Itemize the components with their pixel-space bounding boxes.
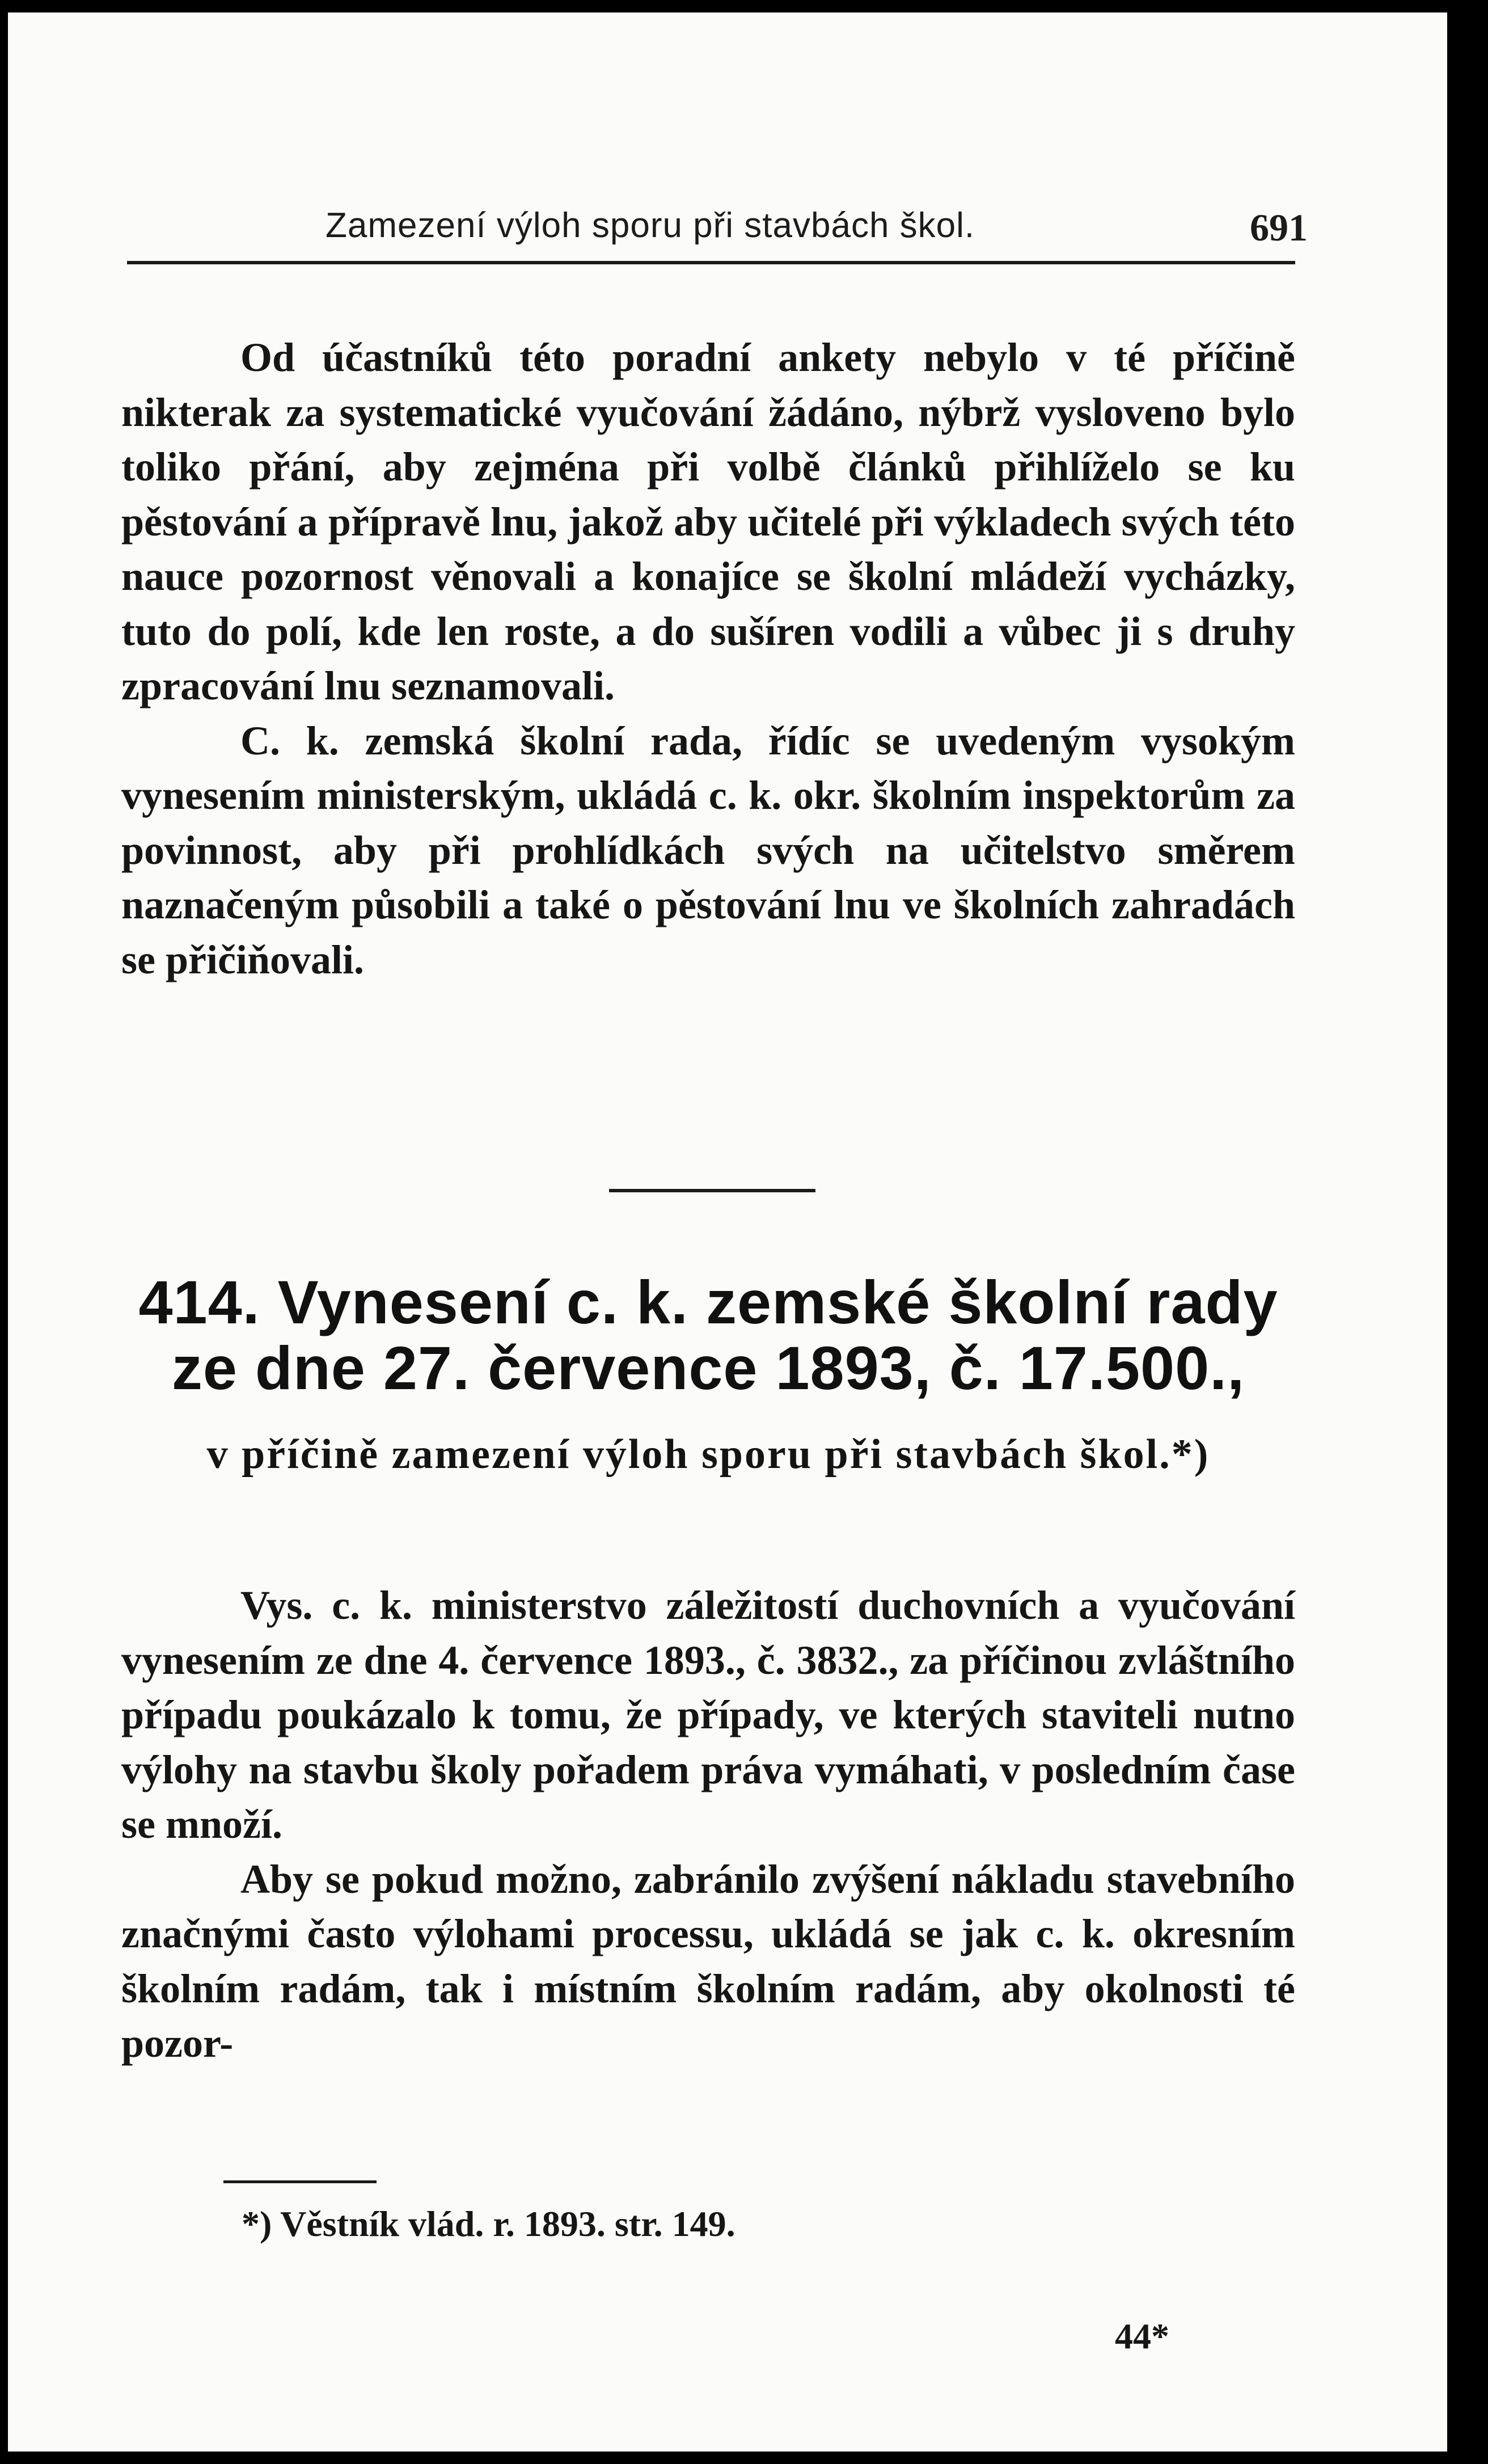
footnote-rule (223, 2180, 377, 2183)
running-header-title: Zamezení výloh sporu při stavbách škol. (325, 206, 975, 245)
section-separator-rule (609, 1189, 815, 1192)
intro-paragraph: C. k. zemská školní rada, řídíc se uvedeným vysokým vynesením ministerským, ukládá c. k. okr. školním inspektorům za povinnost, aby při prohlídkách svých na učitelstvo směrem naznačeným působili a také o pěstování lnu ve školních zahradách se přičiňovali. (121, 718, 1295, 982)
footnote: *) Věstník vlád. r. 1893. str. 149. (242, 2204, 735, 2244)
section-text-block (121, 1578, 1295, 2071)
intro-text-block (121, 330, 1295, 987)
section-heading-line: 414. Vynesení c. k. zemské školní rady (138, 1268, 1278, 1336)
section-subheading: v příčině zamezení výloh sporu při stavbách škol.*) (206, 1431, 1210, 1478)
document-page (8, 12, 1447, 2452)
intro-paragraph: Od účastníků této poradní ankety nebylo v té příčině nikterak za systematické vyučování žádáno, nýbrž vysloveno bylo toliko přání, aby zejména při volbě článků přihlíželo se ku pěstování a přípravě lnu, jakož aby učitelé při výkladech svých této nauce pozornost věnovali a konajíce se školní mládeží vycházky, tuto do polí, kde len roste, a do sušíren vodili a vůbec ji s druhy zpracování lnu seznamovali. (121, 335, 1295, 708)
signature-mark: 44* (1115, 2316, 1169, 2356)
header-rule (127, 261, 1295, 264)
section-heading-line: ze dne 27. července 1893, č. 17.500., (171, 1334, 1245, 1402)
section-heading (121, 1269, 1295, 1401)
page-number: 691 (1250, 206, 1308, 249)
section-paragraph: Aby se pokud možno, zabránilo zvýšení nákladu stavebního značnými často výlohami processu, ukládá se jak c. k. okresním školním radám, tak i místním školním radám, aby okolnosti té pozor- (121, 1856, 1295, 2066)
section-paragraph: Vys. c. k. ministerstvo záležitostí duchovních a vyučování vynesením ze dne 4. července 1893., č. 3832., za příčinou zvláštního případu poukázalo k tomu, že případy, ve kterých staviteli nutno výlohy na stavbu školy pořadem práva vymáhati, v posledním čase se množí. (121, 1583, 1295, 1847)
